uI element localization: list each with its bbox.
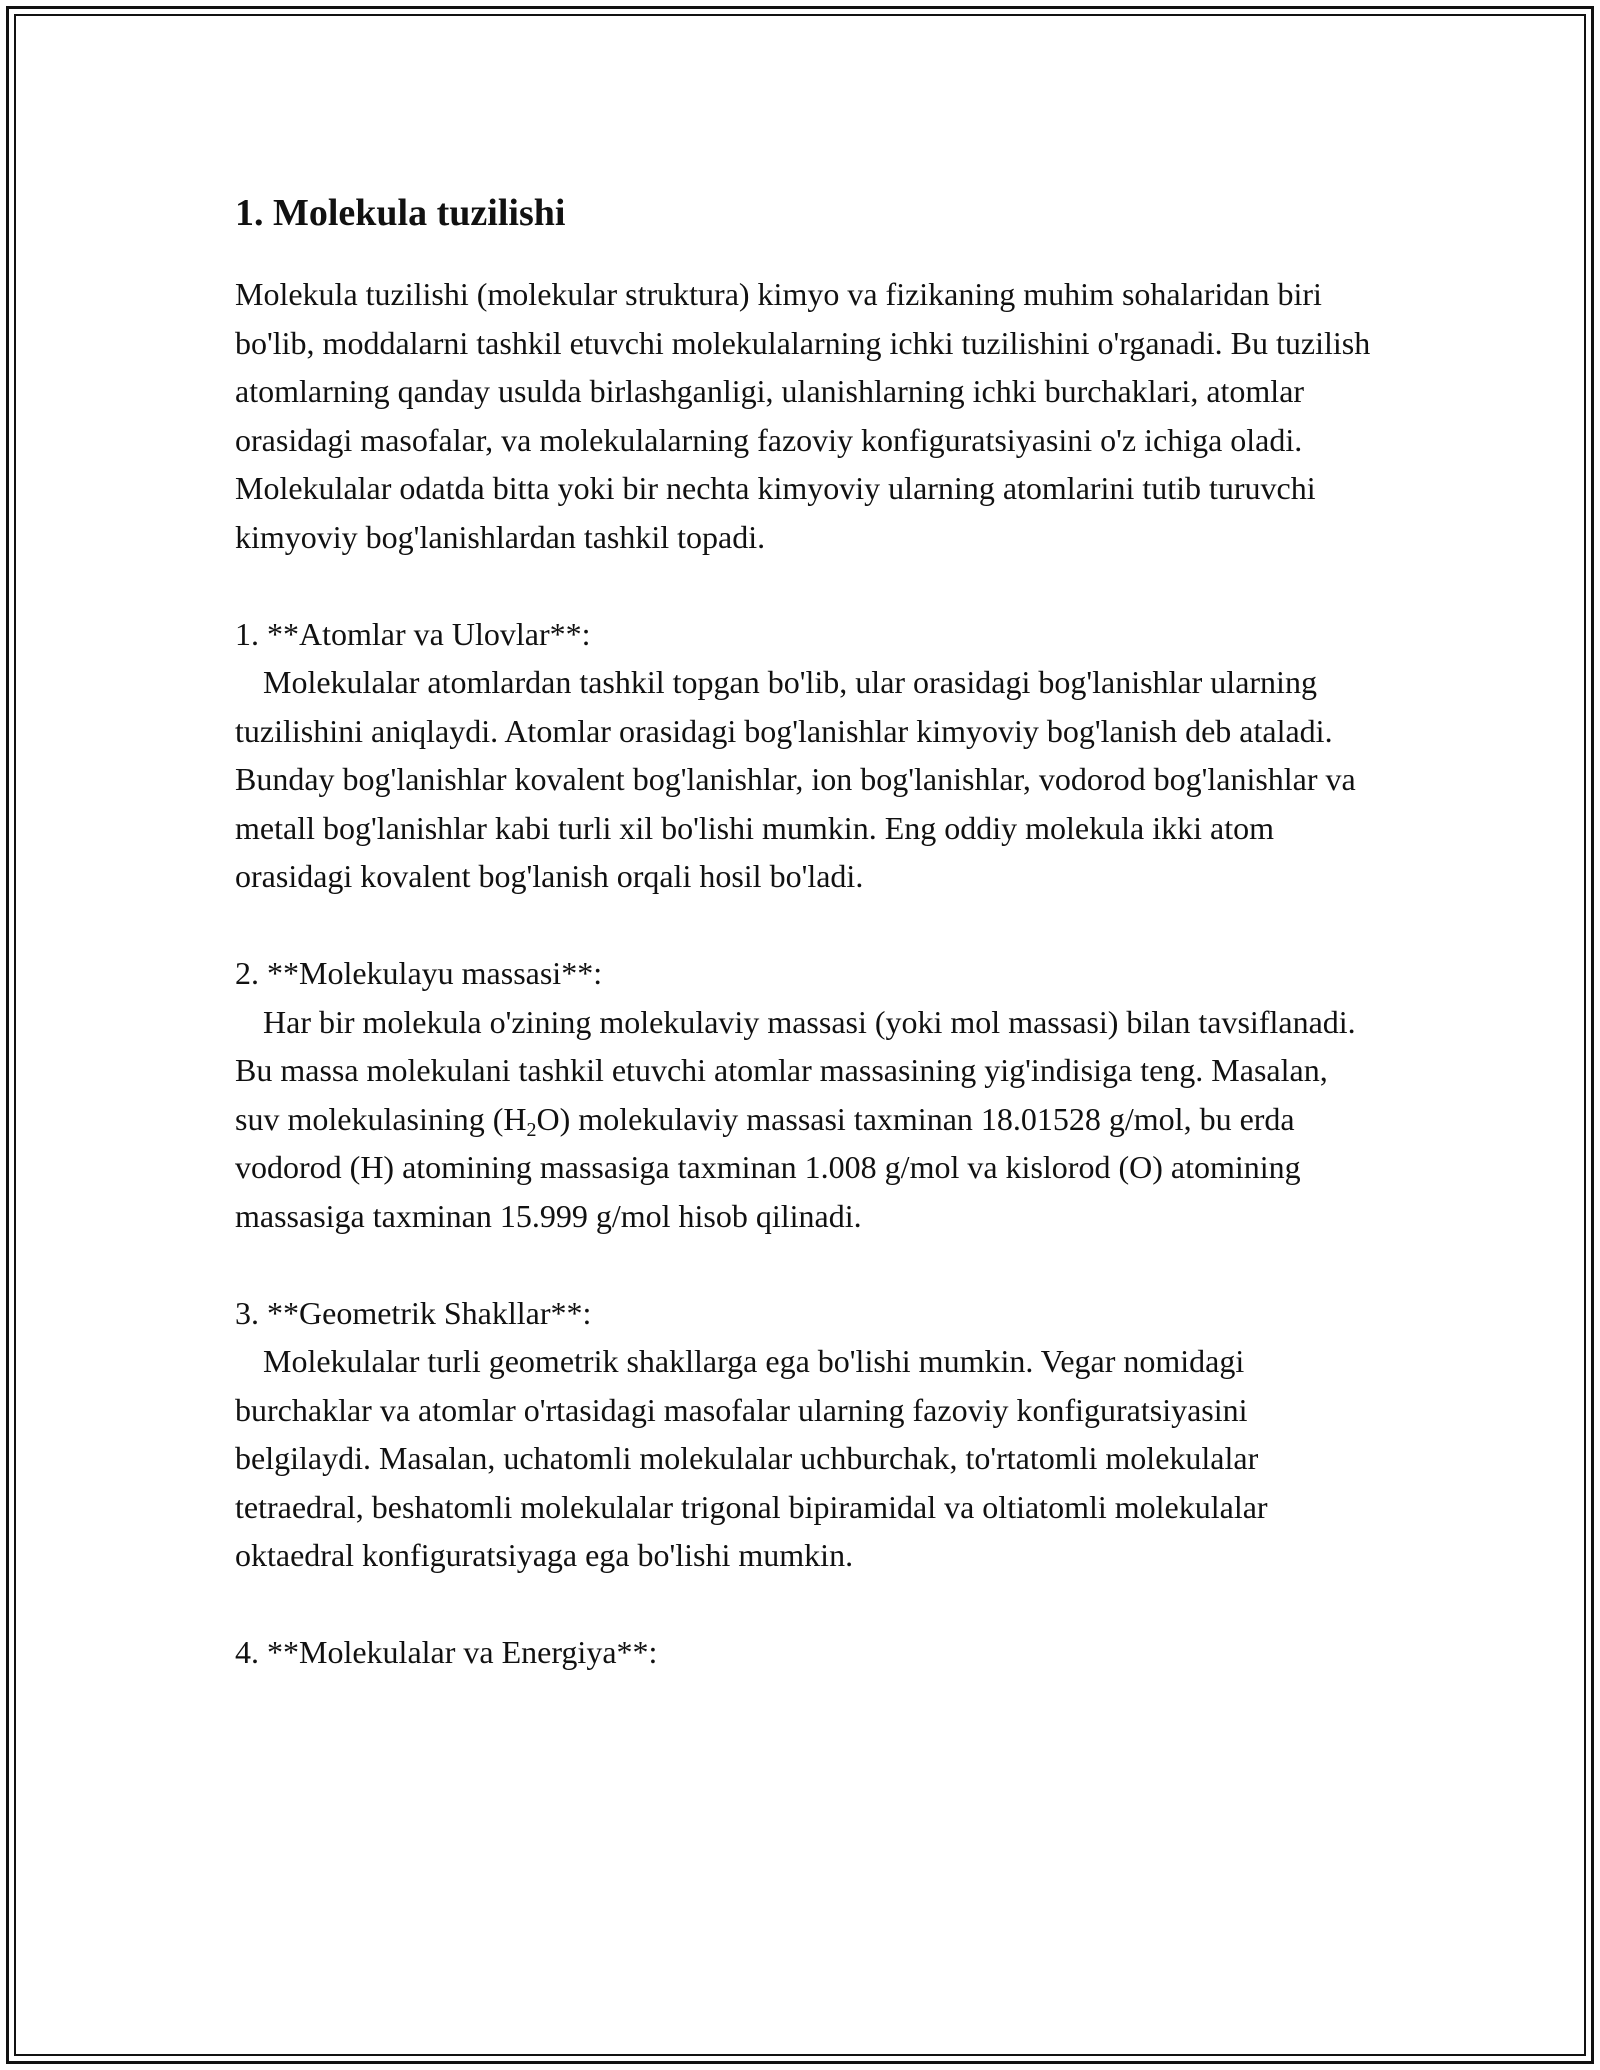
section-body-2 [235,998,1375,1241]
water-subscript: 2 [526,1118,537,1141]
document-body [235,186,1375,1677]
section-body-1: Molekulalar atomlardan tashkil topgan bo'lib, ular orasidagi bog'lanishlar ularning tuzilishini aniqlaydi. Atomlar orasidagi bog'lanishlar kimyoviy bog'lanish deb ataladi. Bunday bog'lanishlar kovalent bog'lanishlar, ion bog'lanishlar, vodorod bog'lanishlar va metall bog'lanishlar kabi turli xil bo'lishi mumkin. Eng oddiy molekula ikki atom orasidagi kovalent bog'lanish orqali hosil bo'ladi. [235,664,1356,894]
section-heading-2: 2. **Molekulayu massasi**: [235,955,603,991]
intro-paragraph: Molekula tuzilishi (molekular struktura) kimyo va fizikaning muhim sohalaridan biri bo'lib, moddalarni tashkil etuvchi molekulalarning ichki tuzilishini o'rganadi. Bu tuzilish atomlarning qanday usulda birlashganligi, ulanishlarning ichki burchaklari, atomlar orasidagi masofalar, va molekulalarning fazoviy konfiguratsiyasini o'z ichiga oladi. Molekulalar odatda bitta yoki bir nechta kimyoviy ularning atomlarini tutib turuvchi kimyoviy bog'lanishlardan tashkil topadi. [235,276,1371,555]
section-heading-4: 4. **Molekulalar va Energiya**: [235,1634,658,1670]
section-body-2-part-a: Har bir molekula o'zining molekulaviy massasi (yoki mol massasi) bilan tavsiflanadi. Bu massa molekulani tashkil etuvchi atomlar massasining yig'indisiga teng. Masalan, suv molekulasining (H [235,1003,1356,1137]
section-body-3: Molekulalar turli geometrik shakllarga ega bo'lishi mumkin. Vegar nomidagi burchaklar va atomlar o'rtasidagi masofalar ularning fazoviy konfiguratsiyasini belgilaydi. Masalan, uchatomli molekulalar uchburchak, to'rtatomli molekulalar tetraedral, beshatomli molekulalar trigonal bipiramidal va oltiatomli molekulalar oktaedral konfiguratsiyaga ega bo'lishi mumkin. [235,1343,1268,1573]
section-body-2-part-b: O) molekulaviy massasi taxminan 18.01528 g/mol, bu erda vodorod (H) atomining massasiga taxminan 1.008 g/mol va kislorod (O) atomining massasiga taxminan 15.999 g/mol hisob qilinadi. [235,1100,1301,1234]
paragraph-gap [235,561,1375,610]
paragraph-gap [235,1240,1375,1289]
document-title: 1. Molekula tuzilishi [235,192,566,234]
section-heading-3: 3. **Geometrik Shakllar**: [235,1294,592,1331]
paragraph-gap [235,901,1375,950]
paragraph-gap [235,1580,1375,1629]
section-heading-1: 1. **Atomlar va Ulovlar**: [235,615,591,652]
